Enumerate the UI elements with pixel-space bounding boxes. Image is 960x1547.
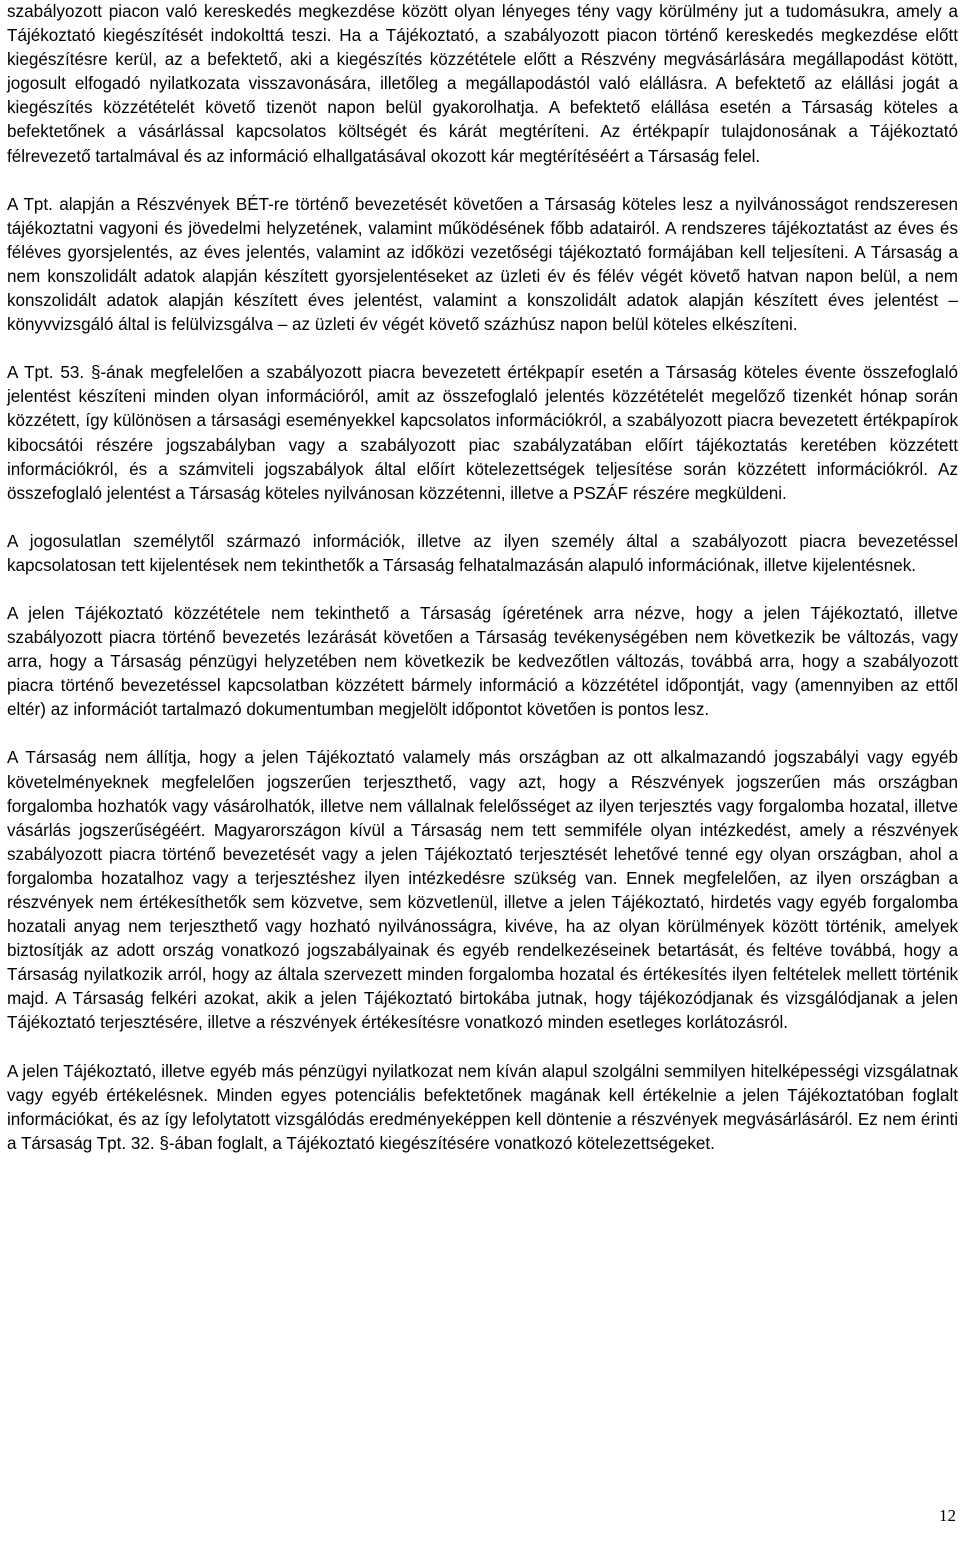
paragraph-regular-reporting: A Tpt. alapján a Részvények BÉT-re történő bevezetését követően a Társaság köteles lesz a nyilvánosságot rendszeresen tájékoztatni vagyoni és jövedelmi helyzetének, valamint működésének főbb adatairól. A rendszeres tájékoztatást az éves és féléves gyorsjelentés, az éves jelentés, valamint az időközi vezetőségi tájékoztató formájában kell teljesíteni. A Társaság a nem konszolidált adatok alapján készített gyorsjelentéseket az üzleti év és félév végét követő hatvan napon belül, a nem konszolidált adatok alapján készített éves jelentést, valamint a konszolidált adatok alapján készített éves jelentést – könyvvizsgáló által is felülvizsgálva – az üzleti év végét követő százhúsz napon belül köteles elkészíteni. — [7, 194, 958, 335]
page-number: 12 — [939, 1506, 956, 1525]
paragraph-creditworthiness: A jelen Tájékoztató, illetve egyéb más pénzügyi nyilatkozat nem kíván alapul szolgálni semmilyen hitelképességi vizsgálatnak vagy egyéb értékelésnek. Minden egyes potenciális befektetőnek magának kell értékelnie a jelen Tájékoztatóban foglalt információkat, és az így lefolytatott vizsgálódás eredményeképpen kell döntenie a részvények megvásárlásáról. Ez nem érinti a Társaság Tpt. 32. §-ában foglalt, a Tájékoztató kiegészítésére vonatkozó kötelezettségeket. — [7, 1061, 958, 1153]
paragraph-unauthorized-information: A jogosulatlan személytől származó információk, illetve az ilyen személy által a szabályozott piacra bevezetéssel kapcsolatosan tett kijelentések nem tekinthetők a Társaság felhatalmazásán alapuló információnak, illetve kijelentésnek. — [7, 531, 958, 575]
document-page — [7, 0, 958, 1156]
paragraph-no-promise: A jelen Tájékoztató közzététele nem tekinthető a Társaság ígéretének arra nézve, hogy a jelen Tájékoztató, illetve szabályozott piacra történő bevezetés lezárását követően a Társaság tevékenységében nem következik be változás, vagy arra, hogy a Társaság pénzügyi helyzetében nem következik be kedvezőtlen változás, továbbá arra, hogy a szabályozott piacra történő bevezetéssel kapcsolatban közzétett bármely információ a közzététel időpontját, vagy (amennyiben az ettől eltér) az információt tartalmazó dokumentumban megjelölt időpontot követően is pontos lesz. — [7, 603, 958, 720]
paragraph-annual-summary-report: A Tpt. 53. §-ának megfelelően a szabályozott piacra bevezetett értékpapír esetén a Társaság köteles évente összefoglaló jelentést készíteni minden olyan információról, amit az összefoglaló jelentés közzétételét megelőző tizenkét hónap során közzétett, így különösen a társasági eseményekkel kapcsolatos információkról, a szabályozott piacra bevezetett értékpapírok kibocsátói részére jogszabályban vagy a szabályozott piac szabályzatában előírt tájékoztatás keretében közzétett információkról, és a számviteli jogszabályok által előírt kötelezettségek teljesítése során közzétett információkról. Az összefoglaló jelentést a Társaság köteles nyilvánosan közzétenni, illetve a PSZÁF részére megküldeni. — [7, 363, 958, 503]
paragraph-supplement-withdrawal: szabályozott piacon való kereskedés megkezdése között olyan lényeges tény vagy körülmény jut a tudomásukra, amely a Tájékoztató kiegészítését indokolttá teszi. Ha a Tájékoztató, a szabályozott piacon történő kereskedés megkezdése előtt kiegészítésre kerül, az a befektető, aki a kiegészítés közzététele előtt a Részvény megvásárlására megállapodást kötött, jogosult elfogadó nyilatkozata visszavonására, illetőleg a megállapodástól való elállásra. A befektető az elállási jogát a kiegészítés közzétételét követő tizenöt napon belül gyakorolhatja. A befektető elállása esetén a Társaság köteles a befektetőnek a vásárlással kapcsolatos költségét és kárát megtéríteni. Az értékpapír tulajdonosának a Tájékoztató félrevezető tartalmával és az információ elhallgatásával okozott kár megtérítéséért a Társaság felel. — [7, 2, 958, 166]
paragraph-foreign-distribution: A Társaság nem állítja, hogy a jelen Tájékoztató valamely más országban az ott alkalmazandó jogszabályi vagy egyéb követelményeknek megfelelően jogszerűen terjeszthető, vagy azt, hogy a Részvények jogszerűen más országban forgalomba hozhatók vagy vásárolhatók, illetve nem vállalnak felelősséget az ilyen terjesztés vagy forgalomba hozatal, illetve vásárlás jogszerűségéért. Magyarországon kívül a Társaság nem tett semmiféle olyan intézkedést, amely a részvények szabályozott piacra történő bevezetését vagy a jelen Tájékoztató terjesztését lehetővé tenné egy olyan országban, ahol a forgalomba hozatalhoz vagy a terjesztéshez ilyen intézkedésre szükség van. Ennek megfelelően, az ilyen országban a részvények nem értékesíthetők sem közvetve, sem közvetlenül, illetve a jelen Tájékoztató, hirdetés vagy egyéb forgalomba hozatali anyag nem terjeszthető vagy hozható nyilvánosságra, kivéve, ha az olyan körülmények között történik, amelyek biztosítják az adott ország vonatkozó jogszabályainak és egyéb rendelkezéseinek betartását, és feltéve továbbá, hogy a Társaság nyilatkozik arról, hogy az általa szervezett minden forgalomba hozatal és értékesítés ilyen feltételek mellett történik majd. A Társaság felkéri azokat, akik a jelen Tájékoztató birtokába jutnak, hogy tájékozódjanak és vizsgálódjanak a jelen Tájékoztató terjesztésére, illetve a részvények értékesítésre vonatkozó minden esetleges korlátozásról. — [7, 748, 958, 1033]
